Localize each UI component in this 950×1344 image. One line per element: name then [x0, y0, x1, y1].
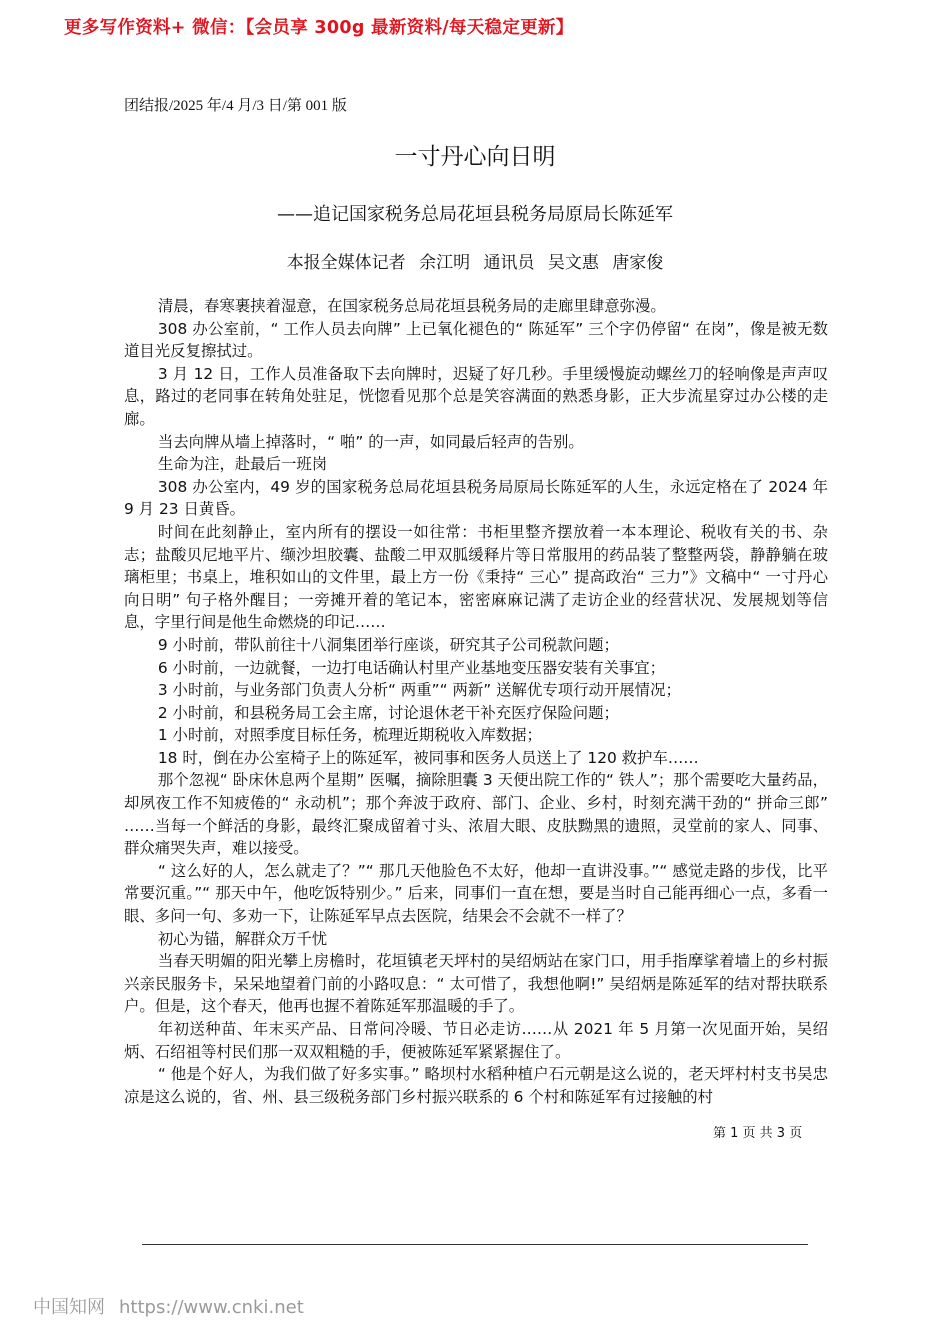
- paragraph: 年初送种苗、年末买产品、日常问冷暖、节日必走访……从 2021 年 5 月第一次见面开始，吴绍炳、石绍祖等村民们那一双双粗糙的手，便被陈延军紧紧握住了。: [124, 1020, 828, 1061]
- byline: 本报全媒体记者 余江明 通讯员 吴文惠 唐家俊: [286, 253, 664, 273]
- paragraph: “ 他是个好人，为我们做了好多实事。” 略坝村水稻种植户石元朝是这么说的，老天坪村村支书吴忠凉是这么说的，省、州、县三级税务部门乡村振兴联系的 6 个村和陈延军有过接触的村: [124, 1065, 828, 1106]
- footer-url: https://www.cnki.net: [119, 1297, 304, 1318]
- article-title: 一寸丹心向日明: [394, 144, 556, 170]
- dateline: 团结报/2025 年/4 月/3 日/第 001 版: [124, 98, 347, 114]
- paragraph: 18 时，倒在办公室椅子上的陈延军，被同事和医务人员送上了 120 救护车……: [157, 748, 699, 767]
- paragraph: 当春天明媚的阳光攀上房檐时，花垣镇老天坪村的吴绍炳站在家门口，用手指摩挲着墙上的乡村振兴亲民服务卡，呆呆地望着门前的小路叹息：“ 太可惜了，我想他啊!” 吴绍炳是陈延军的结对帮扶联系户。但是，这个春天，他再也握不着陈延军那温暖的手了。: [124, 952, 828, 1016]
- paragraph: 308 办公室内，49 岁的国家税务总局花垣县税务局原局长陈延军的人生，永远定格在了 2024 年 9 月 23 日黄昏。: [124, 477, 828, 519]
- footer-watermark: [33, 1293, 318, 1319]
- paragraph: 那个忽视“ 卧床休息两个星期” 医嘱，摘除胆囊 3 天便出院工作的“ 铁人”；那个需要吃大量药品，却夙夜工作不知疲倦的“ 永动机”；那个奔波于政府、部门、企业、乡村，时刻充满干劲的“ 拼命三郎” ……当每一个鲜活的身影，最终汇聚成留着寸头、浓眉大眼、皮肤黝黑的遗照，灵堂前的家人、同事、群众痛哭失声，难以接受。: [124, 771, 828, 858]
- paragraph: 2 小时前，和县税务局工会主席，讨论退休老干补充医疗保险问题；: [157, 703, 619, 722]
- paragraph: 1 小时前，对照季度目标任务，梳理近期税收入库数据；: [157, 726, 542, 745]
- paragraph: 9 小时前，带队前往十八洞集团举行座谈，研究其子公司税款问题；: [157, 635, 619, 654]
- page-number: 第 1 页 共 3 页: [713, 1126, 803, 1141]
- paragraph: 清晨，春寒裹挟着湿意，在国家税务总局花垣县税务局的走廊里肆意弥漫。: [157, 297, 666, 315]
- paragraph: 初心为锚，解群众万千忧: [157, 929, 328, 948]
- footer-divider: [142, 1244, 808, 1245]
- paragraph: 308 办公室前，“ 工作人员去向牌” 上已氧化褪色的“ 陈延军” 三个字仍停留“ 在岗”，像是被无数道目光反复擦拭过。: [124, 319, 828, 361]
- article-body: [124, 295, 828, 1108]
- paragraph: “ 这么好的人，怎么就走了？”“ 那几天他脸色不太好，他却一直讲没事。”“ 感觉走路的步伐，比平常要沉重。”“ 那天中午，他吃饭特别少。” 后来，同事们一直在想，要是当时自己能再细心一点，多看一眼、多问一句、多劝一下，让陈延军早点去医院，结果会不会就不一样了？: [124, 861, 828, 926]
- paragraph: 时间在此刻静止，室内所有的摆设一如往常：书柜里整齐摆放着一本本理论、税收有关的书、杂志；盐酸贝尼地平片、缬沙坦胶囊、盐酸二甲双胍缓释片等日常服用的药品装了整整两袋，静静躺在玻璃柜里；书桌上，堆积如山的文件里，最上方一份《秉持“ 三心” 提高政治“ 三力”》文稿中“ 一寸丹心向日明” 句子格外醒目；一旁摊开着的笔记本，密密麻麻记满了走访企业的经营状况、发展规划等信息，字里行间是他生命燃烧的印记……: [124, 522, 828, 632]
- paragraph: 生命为注，赴最后一班岗: [157, 455, 328, 474]
- article-subtitle: ——追记国家税务总局花垣县税务局原局长陈延军: [277, 204, 673, 225]
- paragraph: 3 小时前，与业务部门负责人分析“ 两重”“ 两新” 送解优专项行动开展情况；: [157, 681, 681, 700]
- paragraph: 3 月 12 日，工作人员准备取下去向牌时，迟疑了好几秒。手里缓慢旋动螺丝刀的轻响像是声声叹息，路过的老同事在转角处驻足，恍惚看见那个总是笑容满面的熟悉身影，正大步流星穿过办公楼的走廊。: [124, 364, 828, 428]
- promo-banner: 更多写作资料+ 微信：【会员享 300g 最新资料/每天稳定更新】: [64, 18, 574, 38]
- paragraph: 6 小时前，一边就餐，一边打电话确认村里产业基地变压器安装有关事宜；: [157, 658, 666, 677]
- paragraph: 当去向牌从墙上掉落时，“ 啪” 的一声，如同最后轻声的告别。: [157, 432, 584, 451]
- footer-brand: 中国知网: [33, 1297, 105, 1318]
